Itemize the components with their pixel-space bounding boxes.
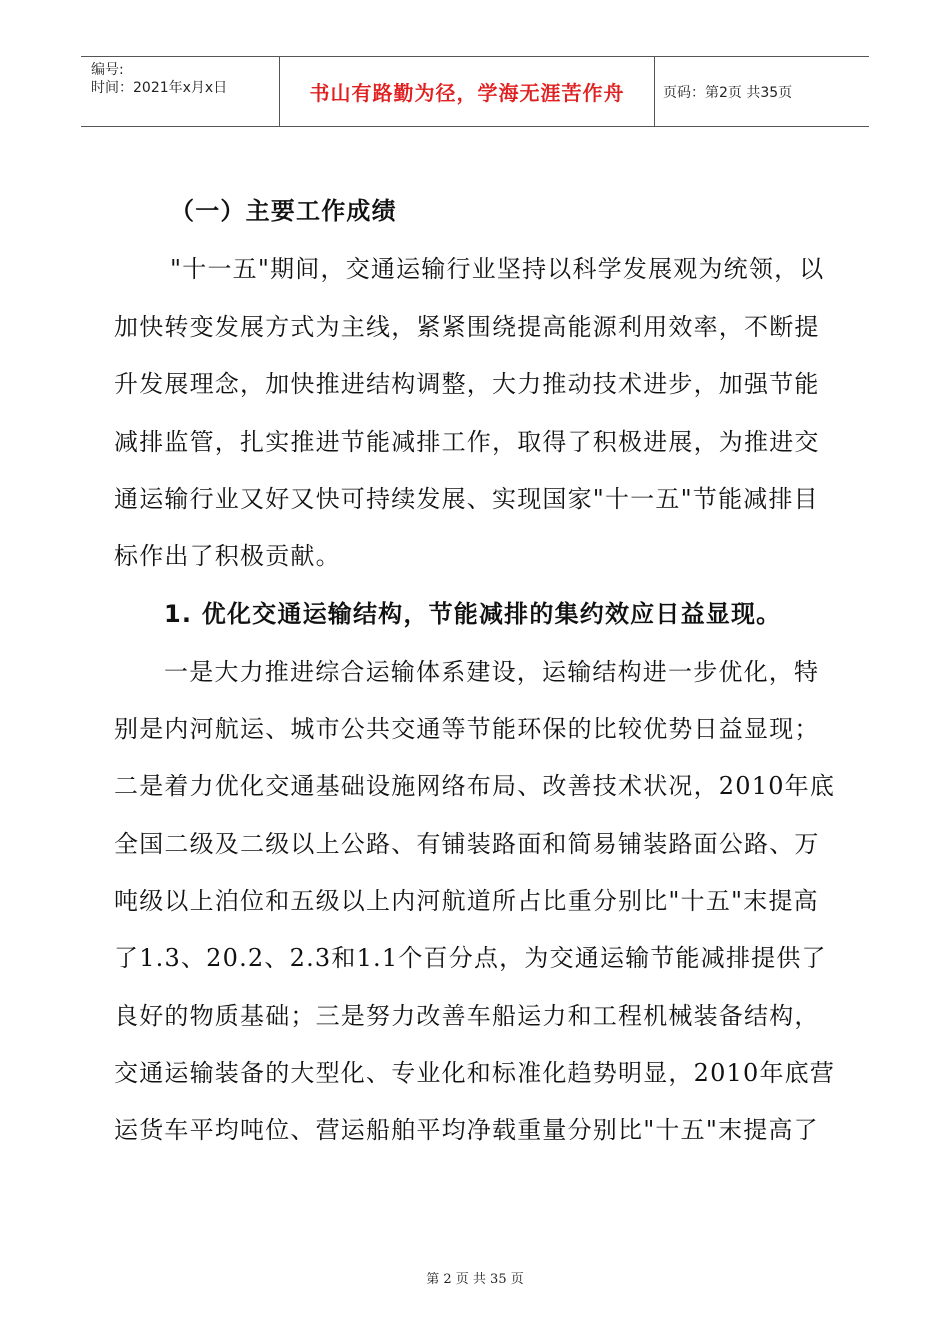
header-meta — [81, 57, 280, 126]
paragraph-line: "十一五"期间，交通运输行业坚持以科学发展观为统领，以 — [170, 255, 825, 283]
paragraph-line: 交通运输装备的大型化、专业化和标准化趋势明显，2010年底营 — [114, 1059, 836, 1087]
paragraph-line: 一是大力推进综合运输体系建设，运输结构进一步优化，特 — [164, 658, 820, 686]
page-footer: 第 2 页 共 35 页 — [426, 1272, 524, 1287]
paragraph-line: 运货车平均吨位、营运船舶平均净载重量分别比"十五"末提高了 — [114, 1116, 819, 1144]
paragraph-line: 标作出了积极贡献。 — [114, 542, 341, 570]
paragraph-line: 吨级以上泊位和五级以上内河航道所占比重分别比"十五"末提高 — [114, 887, 819, 915]
paragraph-line: 了1.3、20.2、2.3和1.1个百分点，为交通运输节能减排提供了 — [114, 944, 827, 972]
paragraph-line: 通运输行业又好又快可持续发展、实现国家"十一五"节能减排目 — [114, 485, 819, 513]
page-header — [81, 56, 869, 127]
section-heading: （一）主要工作成绩 — [170, 197, 397, 225]
paragraph-line: 加快转变发展方式为主线，紧紧围绕提高能源利用效率，不断提 — [114, 313, 820, 341]
paragraph-line: 升发展理念，加快推进结构调整，大力推动技术进步，加强节能 — [114, 370, 820, 398]
paragraph-line: 减排监管，扎实推进节能减排工作，取得了积极进展，为推进交 — [114, 428, 820, 456]
serial-number-label: 编号: — [91, 62, 124, 78]
paragraph-line: 良好的物质基础；三是努力改善车船运力和工程机械装备结构， — [114, 1002, 820, 1030]
header-motto: 书山有路勤为径，学海无涯苦作舟 — [280, 57, 655, 126]
paragraph-line: 二是着力优化交通基础设施网络布局、改善技术状况，2010年底 — [114, 772, 836, 800]
paragraph-line: 全国二级及二级以上公路、有铺装路面和简易铺装路面公路、万 — [114, 830, 820, 858]
subsection-heading: 1. 优化交通运输结构，节能减排的集约效应日益显现。 — [164, 600, 782, 628]
date-label: 时间：2021年x月x日 — [91, 80, 228, 96]
paragraph-line: 别是内河航运、城市公共交通等节能环保的比较优势日益显现； — [114, 715, 820, 743]
header-page-info: 页码：第2页 共35页 — [663, 84, 793, 101]
